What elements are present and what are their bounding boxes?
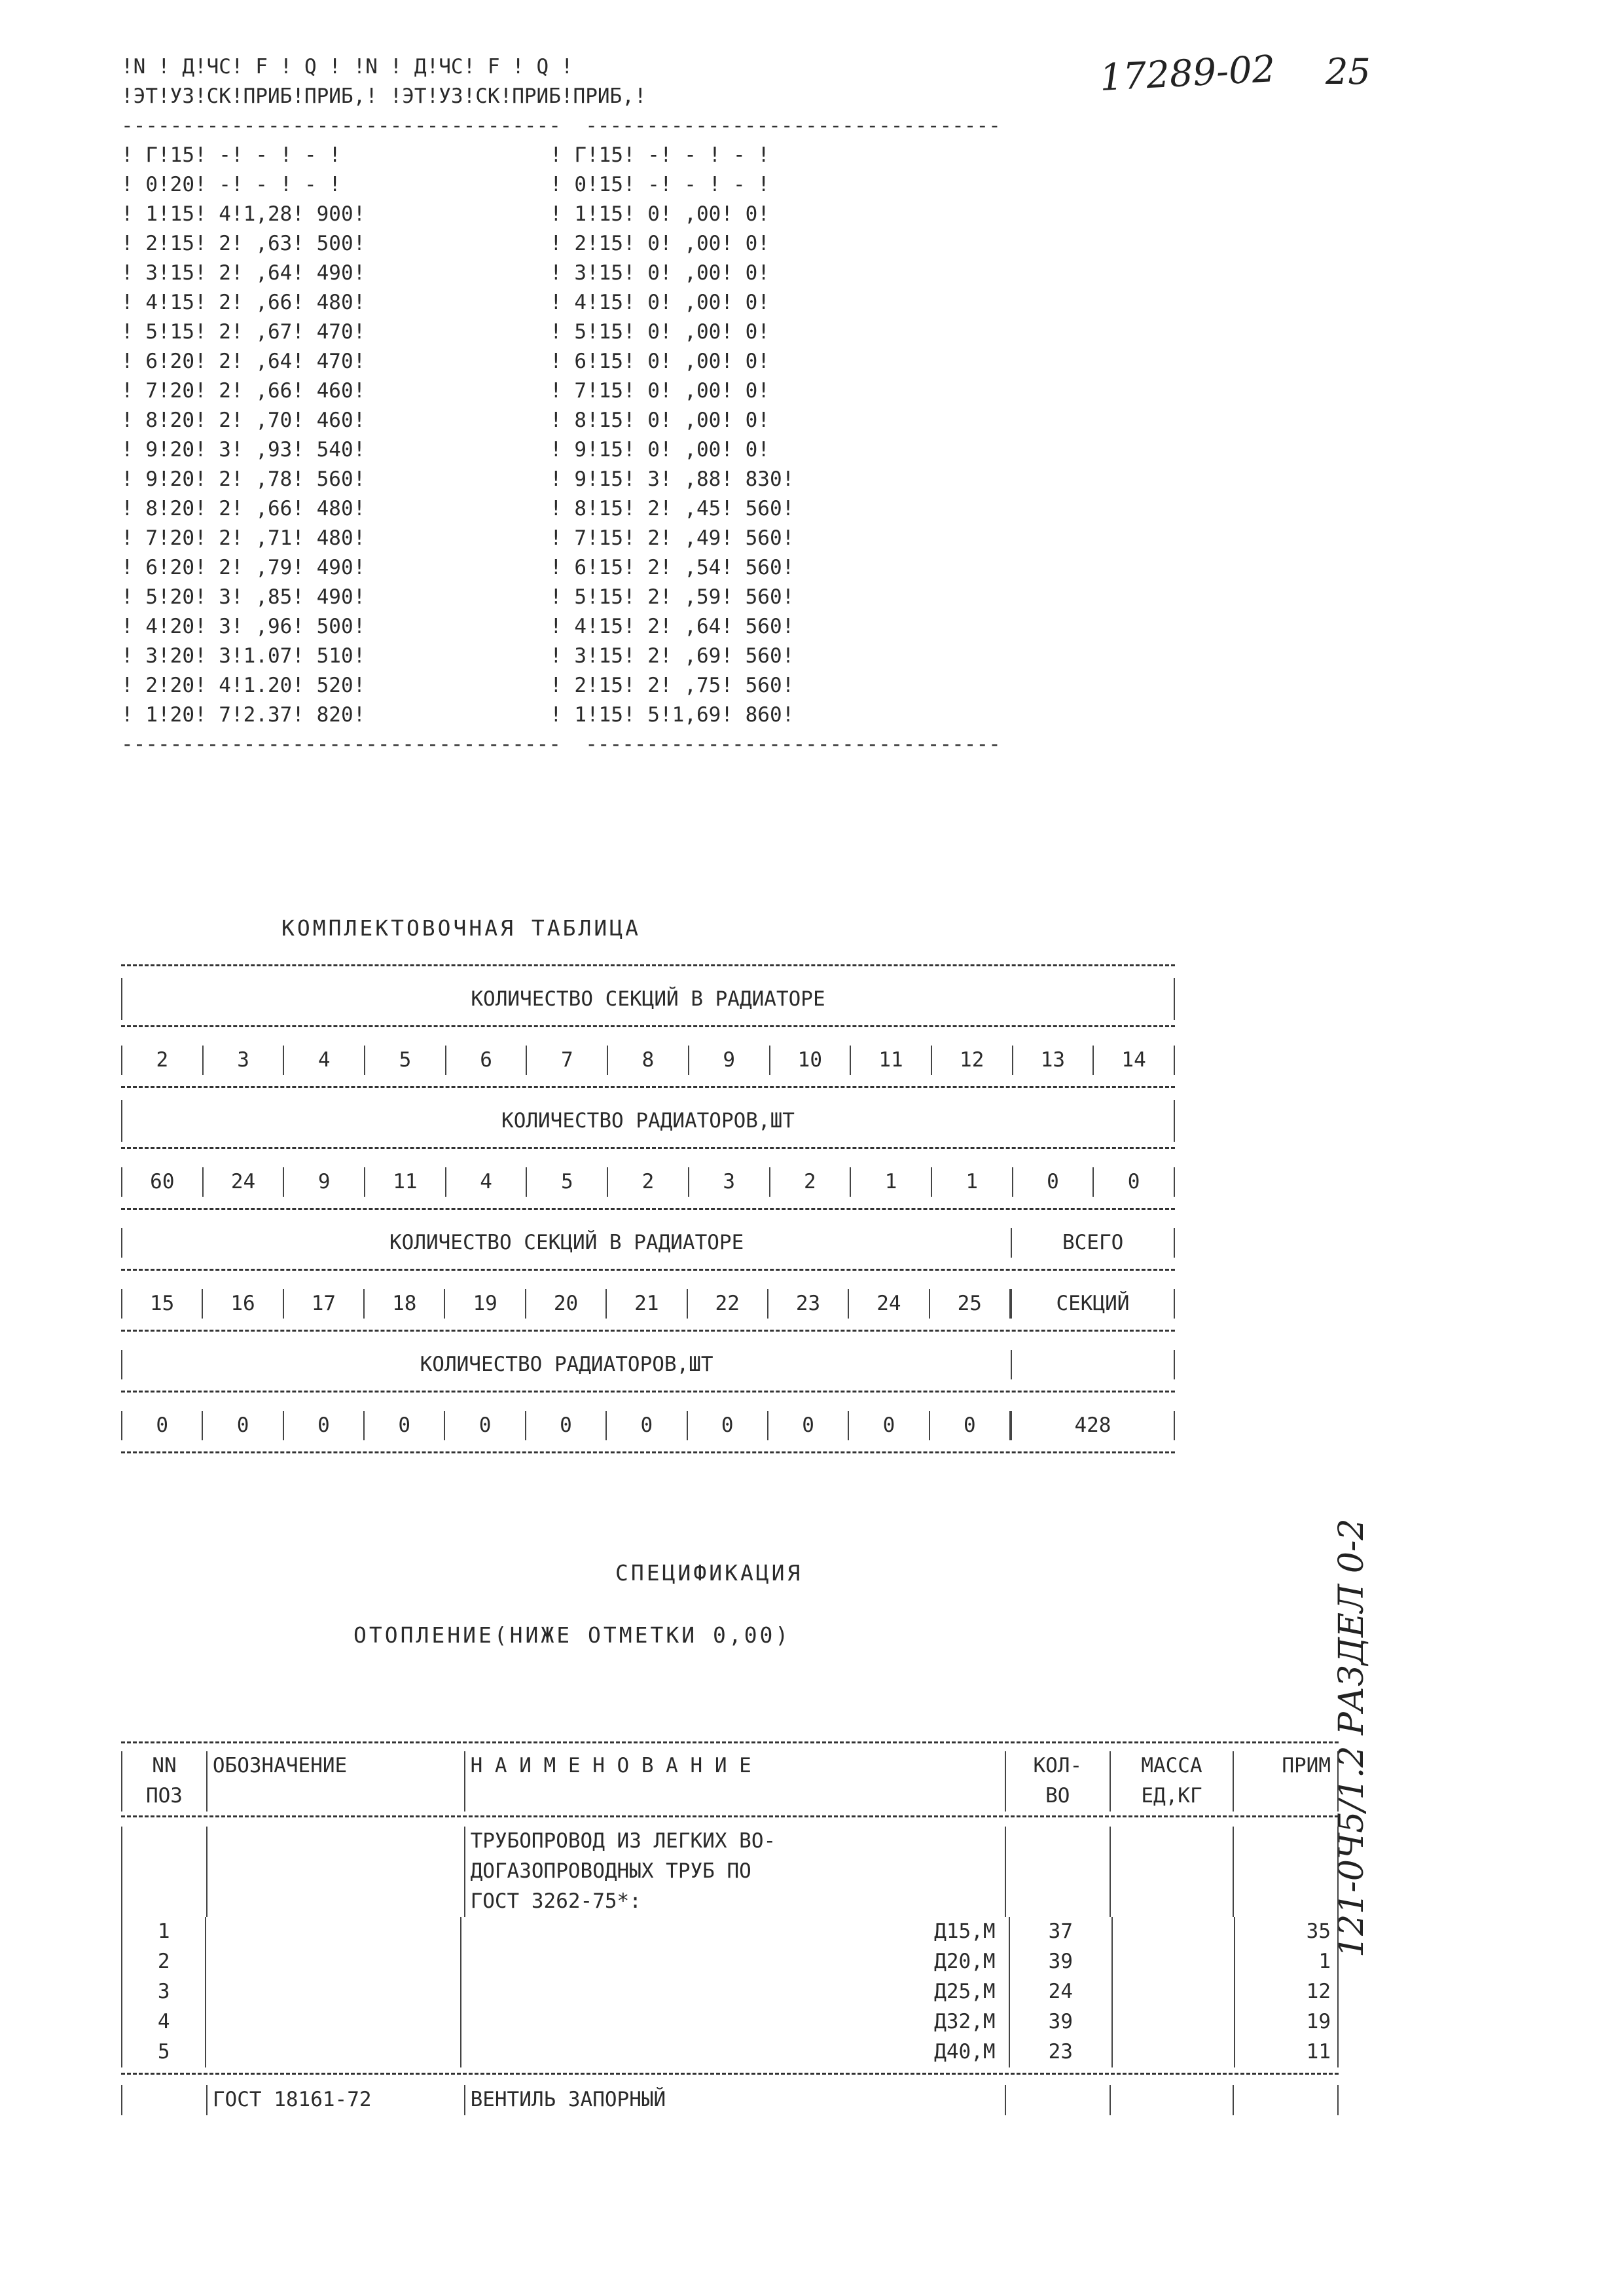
counts-row-b [121, 1404, 1175, 1446]
radiator-count-cell: 0 [1012, 1167, 1093, 1197]
item-note: 19 [1234, 2007, 1339, 2037]
section-count-cell: 5 [364, 1046, 445, 1075]
row-left: ! 9!20! 2! ,78! 560! [121, 467, 366, 491]
item-name: Д20,М [460, 1947, 1009, 1977]
spec-item-row [121, 2037, 1339, 2067]
row-left: ! 6!20! 2! ,64! 470! [121, 350, 366, 373]
section-count-cell: 22 [687, 1289, 767, 1319]
document-code-handwritten: 17289-02 [1098, 48, 1276, 100]
radiator-count-cell: 11 [364, 1167, 445, 1197]
row-left: ! 5!20! 3! ,85! 490! [121, 585, 366, 609]
table-row [121, 612, 979, 642]
section-count-cell: 4 [283, 1046, 364, 1075]
table-row [121, 170, 979, 200]
table-body [121, 141, 979, 730]
row-right: ! 3!15! 0! ,00! 0! [550, 261, 770, 285]
sections-label: КОЛИЧЕСТВО СЕКЦИЙ В РАДИАТОРЕ [471, 987, 825, 1011]
section-count-cell: 10 [769, 1046, 850, 1075]
total-label: ВСЕГО [1011, 1228, 1175, 1258]
item-pos: 4 [121, 2007, 205, 2037]
item-qty: 24 [1009, 1977, 1112, 2007]
divider [121, 1391, 1175, 1404]
header-note: ПРИМ [1233, 1751, 1339, 1781]
item-name: Д40,М [460, 2037, 1009, 2067]
radiators-label-row [121, 1100, 1175, 1142]
row-left: ! 2!20! 4!1.20! 520! [121, 674, 366, 697]
section-count-cell: 8 [607, 1046, 688, 1075]
row-right: ! 7!15! 2! ,49! 560! [550, 526, 795, 550]
counts-cells-b [121, 1411, 1011, 1440]
total-value: 428 [1011, 1411, 1175, 1440]
empty-cell [1011, 1350, 1175, 1379]
radiator-count-cell: 2 [769, 1167, 850, 1197]
radiator-count-cell: 0 [605, 1411, 686, 1440]
section-count-cell: 16 [202, 1289, 282, 1319]
row-right: ! 4!15! 2! ,64! 560! [550, 615, 795, 638]
spec-subtitle: ОТОПЛЕНИЕ(НИЖЕ ОТМЕТКИ 0,00) [353, 1622, 791, 1648]
row-right: ! 2!15! 2! ,75! 560! [550, 674, 795, 697]
radiator-count-cell: 0 [363, 1411, 444, 1440]
radiator-count-cell: 0 [202, 1411, 282, 1440]
row-right: ! 6!15! 0! ,00! 0! [550, 350, 770, 373]
table-row [121, 318, 979, 347]
divider [121, 1147, 1175, 1161]
row-left: ! 2!15! 2! ,63! 500! [121, 232, 366, 255]
divider [121, 2073, 1339, 2085]
pipe-desc-line: ТРУБОПРОВОД ИЗ ЛЕГКИХ ВО- [464, 1827, 1005, 1857]
table-header-left: !N ! Д!ЧС! F ! Q ! !N ! Д!ЧС! F ! Q ! [121, 55, 573, 79]
section-count-cell: 3 [202, 1046, 283, 1075]
row-left: ! 5!15! 2! ,67! 470! [121, 320, 366, 344]
spec-title: СПЕЦИФИКАЦИЯ [615, 1560, 803, 1586]
header-pos-2: ПОЗ [121, 1781, 206, 1812]
row-right: ! Г!15! -! - ! - ! [550, 143, 770, 167]
section-label-handwritten: 121-0Ч5/1.2 РАЗДЕЛ 0-2 [1332, 1518, 1371, 1957]
divider [121, 1741, 1339, 1751]
sections-label-row [121, 978, 1175, 1020]
radiator-floor-table [121, 52, 1001, 759]
section-count-cell: 9 [688, 1046, 769, 1075]
table-row [121, 553, 979, 583]
item-qty: 23 [1009, 2037, 1112, 2067]
row-left: ! 4!20! 3! ,96! 500! [121, 615, 366, 638]
sections-cells-b [121, 1289, 1011, 1319]
row-right: ! 4!15! 0! ,00! 0! [550, 291, 770, 314]
sections-label-row-2 [121, 1222, 1175, 1264]
row-right: ! 6!15! 2! ,54! 560! [550, 556, 795, 579]
row-left: ! 7!20! 2! ,71! 480! [121, 526, 366, 550]
divider [121, 1815, 1339, 1827]
table-row [121, 435, 979, 465]
radiators-label-2: КОЛИЧЕСТВО РАДИАТОРОВ,ШТ [121, 1350, 1011, 1379]
radiator-count-cell: 0 [283, 1411, 363, 1440]
spec-desc-row [121, 1887, 1339, 1917]
row-right: ! 7!15! 0! ,00! 0! [550, 379, 770, 403]
spec-table [121, 1741, 1339, 2115]
item-note: 35 [1234, 1917, 1339, 1947]
table-row [121, 200, 979, 229]
header-qty: КОЛ- [1005, 1751, 1109, 1781]
section-count-cell: 23 [767, 1289, 848, 1319]
row-right: ! 5!15! 2! ,59! 560! [550, 585, 795, 609]
divider [121, 1451, 1175, 1465]
row-right: ! 5!15! 0! ,00! 0! [550, 320, 770, 344]
spec-desc-row [121, 1857, 1339, 1887]
radiator-count-cell: 2 [607, 1167, 688, 1197]
last-row-designation: ГОСТ 18161-72 [206, 2085, 464, 2115]
divider [121, 1269, 1175, 1283]
section-count-cell: 25 [929, 1289, 1011, 1319]
radiator-count-cell: 0 [444, 1411, 524, 1440]
radiator-count-cell: 60 [121, 1167, 202, 1197]
radiator-count-cell: 0 [121, 1411, 202, 1440]
radiator-count-cell: 0 [687, 1411, 767, 1440]
item-name: Д25,М [460, 1977, 1009, 2007]
row-left: ! 3!20! 3!1.07! 510! [121, 644, 366, 668]
header-designation: ОБОЗНАЧЕНИЕ [206, 1751, 464, 1781]
header-name: Н А И М Е Н О В А Н И Е [464, 1751, 1005, 1781]
section-count-cell: 15 [121, 1289, 202, 1319]
item-pos: 5 [121, 2037, 205, 2067]
row-right: ! 8!15! 0! ,00! 0! [550, 409, 770, 432]
row-left: ! 0!20! -! - ! - ! [121, 173, 341, 196]
spec-header-row-2 [121, 1781, 1339, 1812]
item-qty: 37 [1009, 1917, 1112, 1947]
radiator-count-cell: 0 [929, 1411, 1011, 1440]
item-qty: 39 [1009, 2007, 1112, 2037]
radiator-count-cell: 9 [283, 1167, 364, 1197]
divider [121, 1025, 1175, 1039]
row-left: ! 7!20! 2! ,66! 460! [121, 379, 366, 403]
spec-item-row [121, 1977, 1339, 2007]
row-right: ! 0!15! -! - ! - ! [550, 173, 770, 196]
table-row [121, 524, 979, 553]
table-row [121, 583, 979, 612]
spec-last-row [121, 2085, 1339, 2115]
pipe-description [121, 1827, 1339, 1917]
pipe-desc-line: ГОСТ 3262-75*: [464, 1887, 1005, 1917]
item-note: 11 [1234, 2037, 1339, 2067]
table-row [121, 701, 979, 730]
radiator-count-cell: 4 [445, 1167, 526, 1197]
row-left: ! 1!15! 4!1,28! 900! [121, 202, 366, 226]
table-row [121, 347, 979, 376]
row-right: ! 1!15! 5!1,69! 860! [550, 703, 795, 727]
radiator-count-cell: 0 [848, 1411, 928, 1440]
radiator-count-cell: 1 [850, 1167, 931, 1197]
item-qty: 39 [1009, 1947, 1112, 1977]
kit-table [121, 959, 1175, 1465]
radiators-label-row-2 [121, 1343, 1175, 1385]
table-row [121, 141, 979, 170]
section-count-cell: 20 [525, 1289, 605, 1319]
total-label-2: СЕКЦИЙ [1011, 1289, 1175, 1319]
row-left: ! Г!15! -! - ! - ! [121, 143, 341, 167]
divider: ------------------------------------ ---------------------------------- [121, 733, 1001, 756]
sections-row-b [121, 1283, 1175, 1324]
table-row [121, 671, 979, 701]
item-pos: 1 [121, 1917, 205, 1947]
row-left: ! 9!20! 3! ,93! 540! [121, 438, 366, 462]
item-note: 12 [1234, 1977, 1339, 2007]
section-count-cell: 14 [1092, 1046, 1175, 1075]
table-header-left-2: !ЭТ!УЗ!СК!ПРИБ!ПРИБ,! !ЭТ!УЗ!СК!ПРИБ!ПРИБ,! [121, 84, 647, 108]
spec-item-row [121, 2007, 1339, 2037]
counts-row-a [121, 1167, 1175, 1197]
row-left: ! 3!15! 2! ,64! 490! [121, 261, 366, 285]
section-count-cell: 7 [526, 1046, 607, 1075]
row-left: ! 4!15! 2! ,66! 480! [121, 291, 366, 314]
row-right: ! 2!15! 0! ,00! 0! [550, 232, 770, 255]
section-count-cell: 6 [445, 1046, 526, 1075]
divider [121, 964, 1175, 978]
pipe-desc-line: ДОГАЗОПРОВОДНЫХ ТРУБ ПО [464, 1857, 1005, 1887]
section-count-cell: 11 [850, 1046, 931, 1075]
radiators-label: КОЛИЧЕСТВО РАДИАТОРОВ,ШТ [501, 1108, 795, 1133]
last-row-name: ВЕНТИЛЬ ЗАПОРНЫЙ [464, 2085, 1005, 2115]
table-row [121, 229, 979, 259]
section-count-cell: 13 [1012, 1046, 1093, 1075]
sections-row-a [121, 1046, 1175, 1075]
section-count-cell: 12 [931, 1046, 1012, 1075]
row-right: ! 3!15! 2! ,69! 560! [550, 644, 795, 668]
table-row [121, 288, 979, 318]
section-count-cell: 19 [444, 1289, 524, 1319]
row-right: ! 9!15! 0! ,00! 0! [550, 438, 770, 462]
table-row [121, 376, 979, 406]
spec-header-row-1 [121, 1751, 1339, 1781]
table-row [121, 494, 979, 524]
table-row [121, 642, 979, 671]
spec-item-row [121, 1917, 1339, 1947]
section-count-cell: 17 [283, 1289, 363, 1319]
row-right: ! 8!15! 2! ,45! 560! [550, 497, 795, 520]
radiator-count-cell: 5 [526, 1167, 607, 1197]
section-count-cell: 2 [121, 1046, 202, 1075]
spec-desc-row [121, 1827, 1339, 1857]
row-right: ! 9!15! 3! ,88! 830! [550, 467, 795, 491]
divider [121, 1330, 1175, 1343]
row-left: ! 8!20! 2! ,66! 480! [121, 497, 366, 520]
header-mass: МАССА [1110, 1751, 1233, 1781]
radiator-count-cell: 0 [767, 1411, 848, 1440]
row-left: ! 8!20! 2! ,70! 460! [121, 409, 366, 432]
radiator-count-cell: 0 [1092, 1167, 1175, 1197]
radiator-count-cell: 24 [202, 1167, 283, 1197]
header-mass-2: ЕД,КГ [1110, 1781, 1233, 1812]
header-pos: NN [121, 1751, 206, 1781]
table-row [121, 465, 979, 494]
page-number-handwritten: 25 [1326, 51, 1371, 92]
row-left: ! 6!20! 2! ,79! 490! [121, 556, 366, 579]
header-qty-2: ВО [1005, 1781, 1109, 1812]
section-count-cell: 18 [363, 1289, 444, 1319]
section-count-cell: 21 [605, 1289, 686, 1319]
item-name: Д15,М [460, 1917, 1009, 1947]
table-row [121, 259, 979, 288]
row-right: ! 1!15! 0! ,00! 0! [550, 202, 770, 226]
divider [121, 1086, 1175, 1100]
radiator-count-cell: 0 [525, 1411, 605, 1440]
sections-label-2: КОЛИЧЕСТВО СЕКЦИЙ В РАДИАТОРЕ [121, 1228, 1011, 1258]
kit-table-title: КОМПЛЕКТОВОЧНАЯ ТАБЛИЦА [281, 915, 641, 941]
item-note: 1 [1234, 1947, 1339, 1977]
item-pos: 3 [121, 1977, 205, 2007]
table-row [121, 406, 979, 435]
divider [121, 1208, 1175, 1222]
spec-item-row [121, 1947, 1339, 1977]
divider: ------------------------------------ ---------------------------------- [121, 114, 1001, 137]
item-pos: 2 [121, 1947, 205, 1977]
radiator-count-cell: 3 [688, 1167, 769, 1197]
spec-items [121, 1917, 1339, 2067]
radiator-count-cell: 1 [931, 1167, 1012, 1197]
section-count-cell: 24 [848, 1289, 928, 1319]
item-name: Д32,М [460, 2007, 1009, 2037]
row-left: ! 1!20! 7!2.37! 820! [121, 703, 366, 727]
